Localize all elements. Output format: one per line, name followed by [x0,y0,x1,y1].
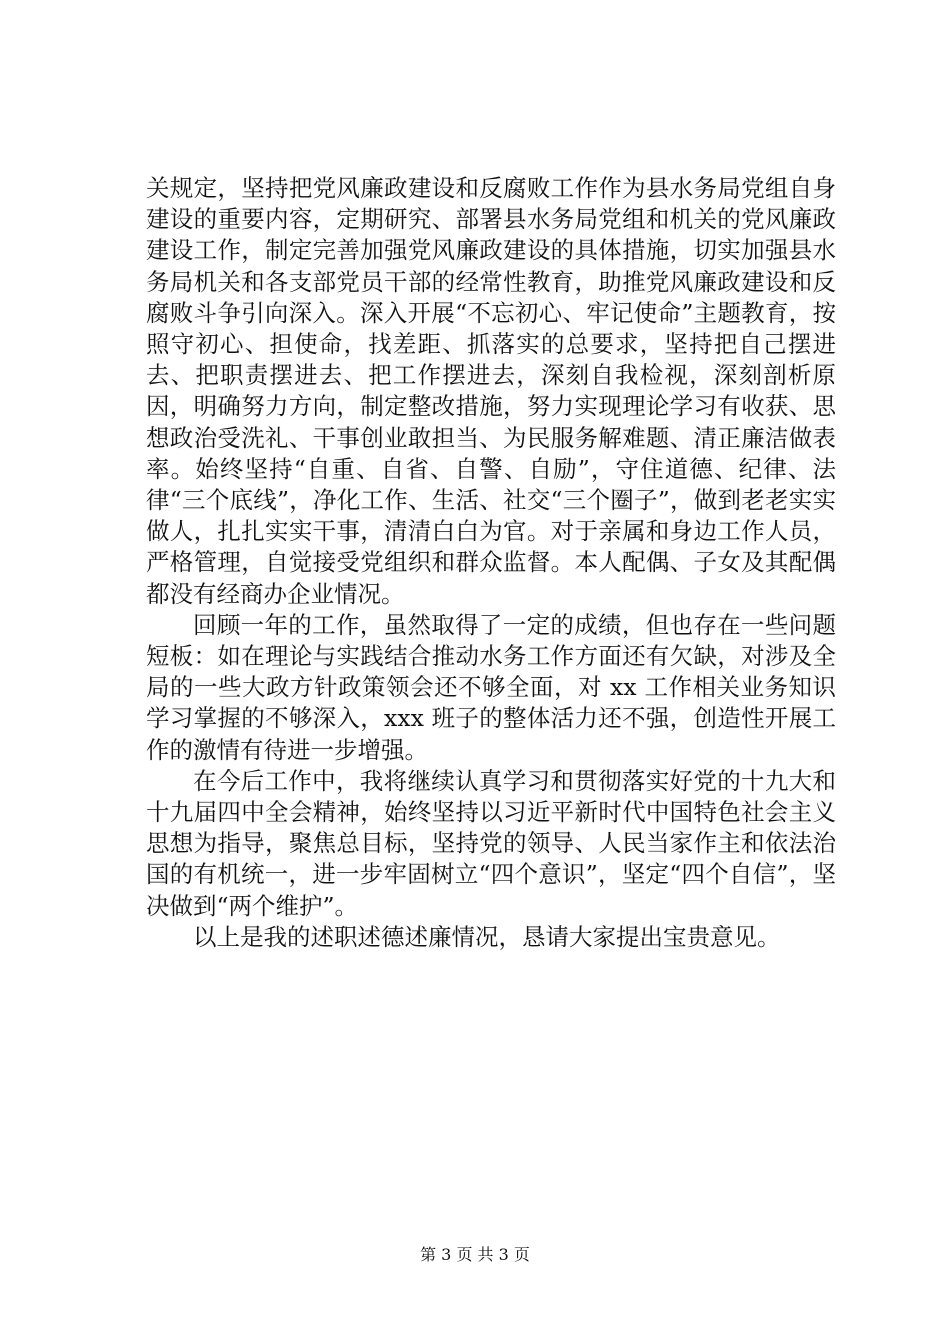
paragraph-4: 以上是我的述职述德述廉情况，恳请大家提出宝贵意见。 [193,922,781,951]
paragraph-2: 回顾一年的工作，虽然取得了一定的成绩，但也存在一些问题短板：如在理论与实践结合推动水务工作方面还有欠缺，对涉及全局的一些大政方针政策领会还不够全面，对 xx 工作相关业务知识学习掌握的不够深入，xxx 班子的整体活力还不强，创造性开展工作的激情有待进一步增强。 [146,610,836,764]
page-footer [0,1245,950,1265]
paragraph-3: 在今后工作中，我将继续认真学习和贯彻落实好党的十九大和十九届四中全会精神，始终坚持以习近平新时代中国特色社会主义思想为指导，聚焦总目标，坚持党的领导、人民当家作主和依法治国的有机统一，进一步牢固树立“四个意识”，坚定“四个自信”，坚决做到“两个维护”。 [146,766,836,920]
page-number-label: 第 3 页 共 3 页 [420,1245,530,1264]
document-body [146,173,836,953]
paragraph-1: 关规定，坚持把党风廉政建设和反腐败工作作为县水务局党组自身建设的重要内容，定期研究、部署县水务局党组和机关的党风廉政建设工作，制定完善加强党风廉政建设的具体措施，切实加强县水务局机关和各支部党员干部的经常性教育，助推党风廉政建设和反腐败斗争引向深入。深入开展“不忘初心、牢记使命”主题教育，按照守初心、担使命，找差距、抓落实的总要求，坚持把自己摆进去、把职责摆进去、把工作摆进去，深刻自我检视，深刻剖析原因，明确努力方向，制定整改措施，努力实现理论学习有收获、思想政治受洗礼、干事创业敢担当、为民服务解难题、清正廉洁做表率。始终坚持“自重、自省、自警、自励”，守住道德、纪律、法律“三个底线”，净化工作、生活、社交“三个圈子”，做到老老实实做人，扎扎实实干事，清清白白为官。对于亲属和身边工作人员，严格管理，自觉接受党组织和群众监督。本人配偶、子女及其配偶都没有经商办企业情况。 [146,174,836,608]
